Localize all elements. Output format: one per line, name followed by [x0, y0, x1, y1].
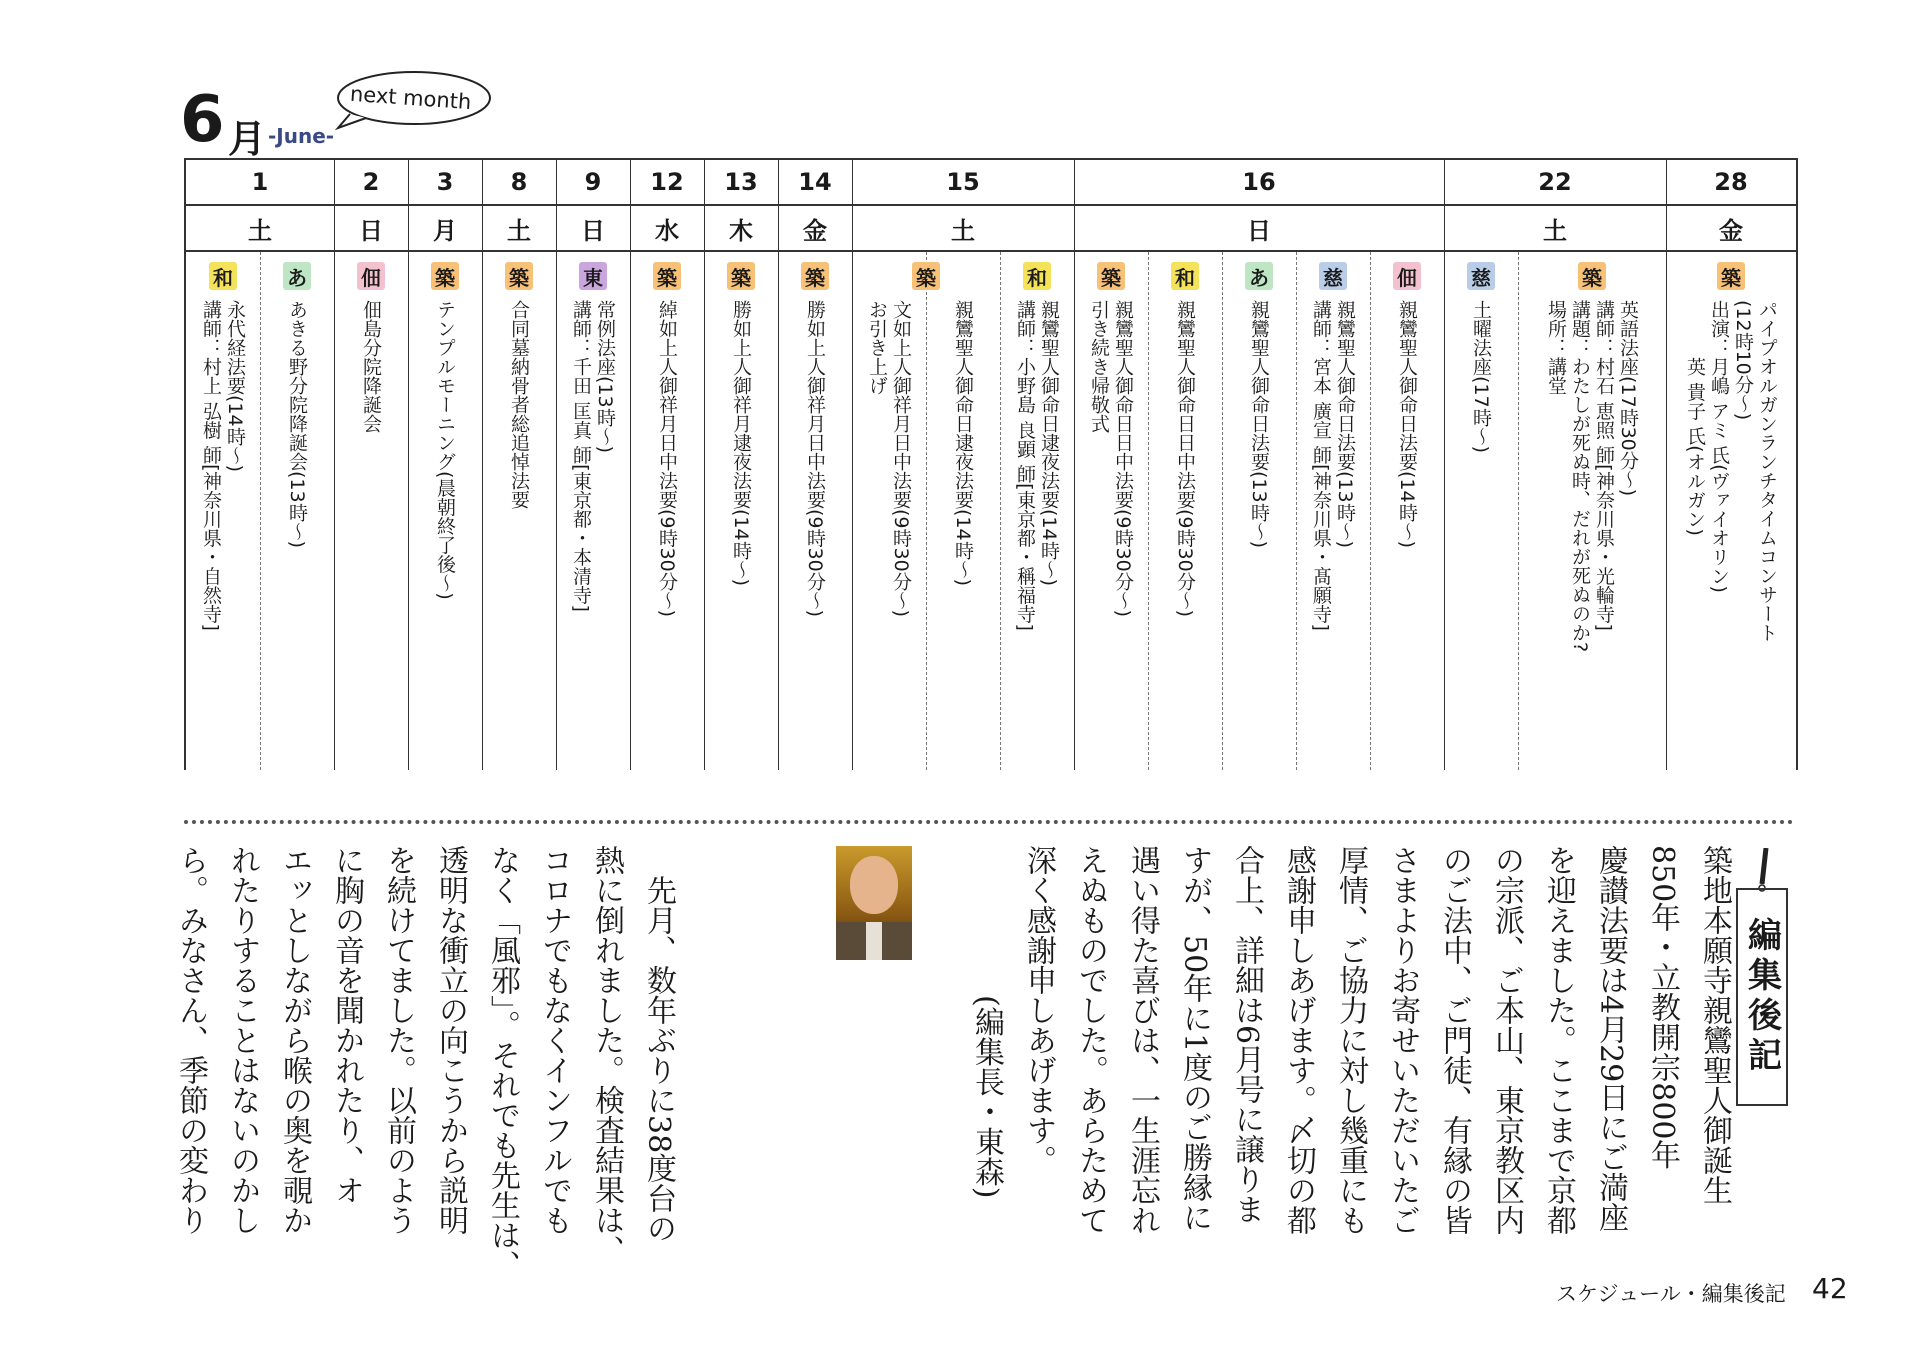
- event-item: [1370, 262, 1444, 740]
- event-badge: 佃: [1393, 262, 1421, 290]
- event-text: 勝如上人御祥月日中法要(9時30分～): [804, 300, 826, 618]
- event-text: 綽如上人御祥月日中法要(9時30分～): [656, 300, 678, 618]
- event-item: [1518, 262, 1666, 740]
- event-text: 常例法座(13時～) 講師：千田 匡真 師[東京都・本清寺]: [570, 300, 616, 612]
- event-badge: 築: [431, 262, 459, 290]
- page-number: 42: [1812, 1272, 1848, 1305]
- event-text: 永代経法要(14時～) 講師：村上 弘樹 師[神奈川県・自然寺]: [200, 300, 246, 631]
- editorial-column-2: 先月、数年ぶりに38度台の 熱に倒れました。検査結果は、 コロナでもなくインフルでも なく「風邪」。それでも先生は、 透明な衝立の向こうから説明 を続けてました。以前のよう に胸の音を聞かれたり、オ エッとしながら喉の奥を覗か れたりすることはないのかし ら。みなさん、季節の変わり: [173, 845, 676, 1280]
- event-badge: 築: [1097, 262, 1125, 290]
- date-cell: 22: [1538, 168, 1572, 196]
- event-item: [260, 262, 334, 740]
- section-divider: [184, 820, 1794, 824]
- event-item: [408, 262, 482, 740]
- event-text: 親鸞聖人御命日法要(13時～) 講師：宮本 廣宣 師[神奈川県・髙願寺]: [1310, 300, 1356, 631]
- event-item: [926, 300, 1000, 740]
- event-item: [186, 262, 260, 740]
- event-item: [1074, 262, 1148, 740]
- weekday-cell: 土: [1543, 216, 1567, 245]
- month-number: 6: [180, 83, 225, 157]
- event-item: [1296, 262, 1370, 740]
- event-badge: 築: [801, 262, 829, 290]
- event-text: 親鸞聖人御命日法要(14時～): [1396, 300, 1418, 549]
- tag-string-icon: [1752, 848, 1776, 892]
- event-text: 合同墓納骨者総追悼法要: [508, 300, 530, 509]
- event-text: あきる野分院降誕会(13時～): [286, 300, 308, 549]
- next-month-label: next month: [349, 81, 473, 115]
- event-badge: 築: [727, 262, 755, 290]
- weekday-cell: 木: [729, 216, 753, 245]
- event-badge: 築: [653, 262, 681, 290]
- event-text: 親鸞聖人御命日逮夜法要(14時～): [952, 300, 974, 587]
- event-item: [482, 262, 556, 740]
- date-cell: 9: [584, 168, 602, 196]
- event-badge: あ: [283, 262, 311, 290]
- editorial-tag: [1736, 888, 1788, 1106]
- weekday-cell: 月: [433, 216, 457, 245]
- weekday-cell: 日: [359, 216, 383, 245]
- weekday-cell: 水: [655, 216, 679, 245]
- event-text: 文如上人御祥月日中法要(9時30分～) お引き上げ: [866, 300, 912, 618]
- date-cell: 13: [724, 168, 758, 196]
- weekday-cell: 土: [951, 216, 975, 245]
- event-item: [704, 262, 778, 740]
- event-item: [1444, 262, 1518, 740]
- date-cell: 15: [946, 168, 980, 196]
- event-badge: 慈: [1319, 262, 1347, 290]
- weekday-cell: 金: [1719, 216, 1743, 245]
- weekday-cell: 日: [1247, 216, 1271, 245]
- month-english: -June-: [268, 124, 335, 148]
- event-item: [630, 262, 704, 740]
- event-badge: 築: [912, 262, 940, 290]
- face-shape: [850, 856, 898, 914]
- date-row: [186, 160, 1796, 206]
- event-badge: 築: [505, 262, 533, 290]
- weekday-cell: 日: [581, 216, 605, 245]
- event-item: [1222, 262, 1296, 740]
- event-text: 親鸞聖人御命日法要(13時～): [1248, 300, 1270, 549]
- event-item: [852, 262, 936, 740]
- date-cell: 12: [650, 168, 684, 196]
- event-item: [778, 262, 852, 740]
- weekday-cell: 金: [803, 216, 827, 245]
- event-text: 勝如上人御祥月逮夜法要(14時～): [730, 300, 752, 587]
- event-badge: あ: [1245, 262, 1273, 290]
- event-text: 佃島分院降誕会: [360, 300, 382, 433]
- event-item: [334, 262, 408, 740]
- event-badge: 慈: [1467, 262, 1495, 290]
- editor-photo: [836, 846, 912, 960]
- event-badge: 佃: [357, 262, 385, 290]
- date-cell: 28: [1714, 168, 1748, 196]
- weekday-cell: 土: [507, 216, 531, 245]
- event-item: [1000, 262, 1074, 740]
- footer-label: スケジュール・編集後記: [1556, 1282, 1786, 1306]
- weekday-cell: 土: [248, 216, 272, 245]
- event-badge: 和: [209, 262, 237, 290]
- event-text: パイプオルガンランチタイムコンサート (12時10分～) 出演：月嶋 アミ 氏(ヴァイオリン) 英 貴子 氏(オルガン): [1684, 300, 1778, 642]
- event-text: 土曜法座(17時～): [1470, 300, 1492, 454]
- date-cell: 16: [1242, 168, 1276, 196]
- event-text: テンプルモーニング(晨朝終了後～): [434, 300, 456, 600]
- event-badge: 築: [1578, 262, 1606, 290]
- date-cell: 14: [798, 168, 832, 196]
- editorial-column-1: 築地本願寺親鸞聖人御誕生 850年・立教開宗800年 慶讃法要は4月29日にご満座 を迎えました。ここまで京都 の宗派、ご本山、東京教区内 のご法中、ご門徒、有縁の皆 さまよりお寄せいただいたご 厚情、ご協力に対し幾重にも 感謝申しあげます。〆切の都 合上、詳細は6月号に譲りま すが、50年に1度のご勝縁に 遇い得た喜びは、一生涯忘れ えぬものでした。あらためて 深く感謝申しあげます。 (編集長・東森): [969, 845, 1732, 1235]
- editorial-title: 編集後記: [1741, 917, 1782, 1077]
- event-badge: 和: [1171, 262, 1199, 290]
- weekday-row: [186, 206, 1796, 252]
- event-item: [556, 262, 630, 740]
- date-cell: 1: [251, 168, 269, 196]
- month-kanji: 月: [228, 117, 267, 161]
- event-text: 親鸞聖人御命日日中法要(9時30分～) 引き続き帰敬式: [1088, 300, 1134, 618]
- date-cell: 8: [510, 168, 528, 196]
- date-cell: 2: [362, 168, 380, 196]
- collar-shape: [866, 922, 882, 960]
- event-text: 親鸞聖人御命日逮夜法要(14時～) 講師：小野島 良顕 師[東京都・稱福寺]: [1014, 300, 1060, 631]
- event-badge: 東: [579, 262, 607, 290]
- event-item: [1666, 262, 1796, 740]
- event-text: 英語法座(17時30分～) 講師：村石 恵照 師[神奈川県・光輪寺] 講題：わたしが死ぬ時、だれが死ぬのか? 場所：講堂: [1545, 300, 1639, 653]
- event-item: [1148, 262, 1222, 740]
- event-text: 親鸞聖人御命日日中法要(9時30分～): [1174, 300, 1196, 618]
- event-badge: 築: [1717, 262, 1745, 290]
- date-cell: 3: [436, 168, 454, 196]
- event-badge: 和: [1023, 262, 1051, 290]
- schedule-table: [184, 158, 1798, 770]
